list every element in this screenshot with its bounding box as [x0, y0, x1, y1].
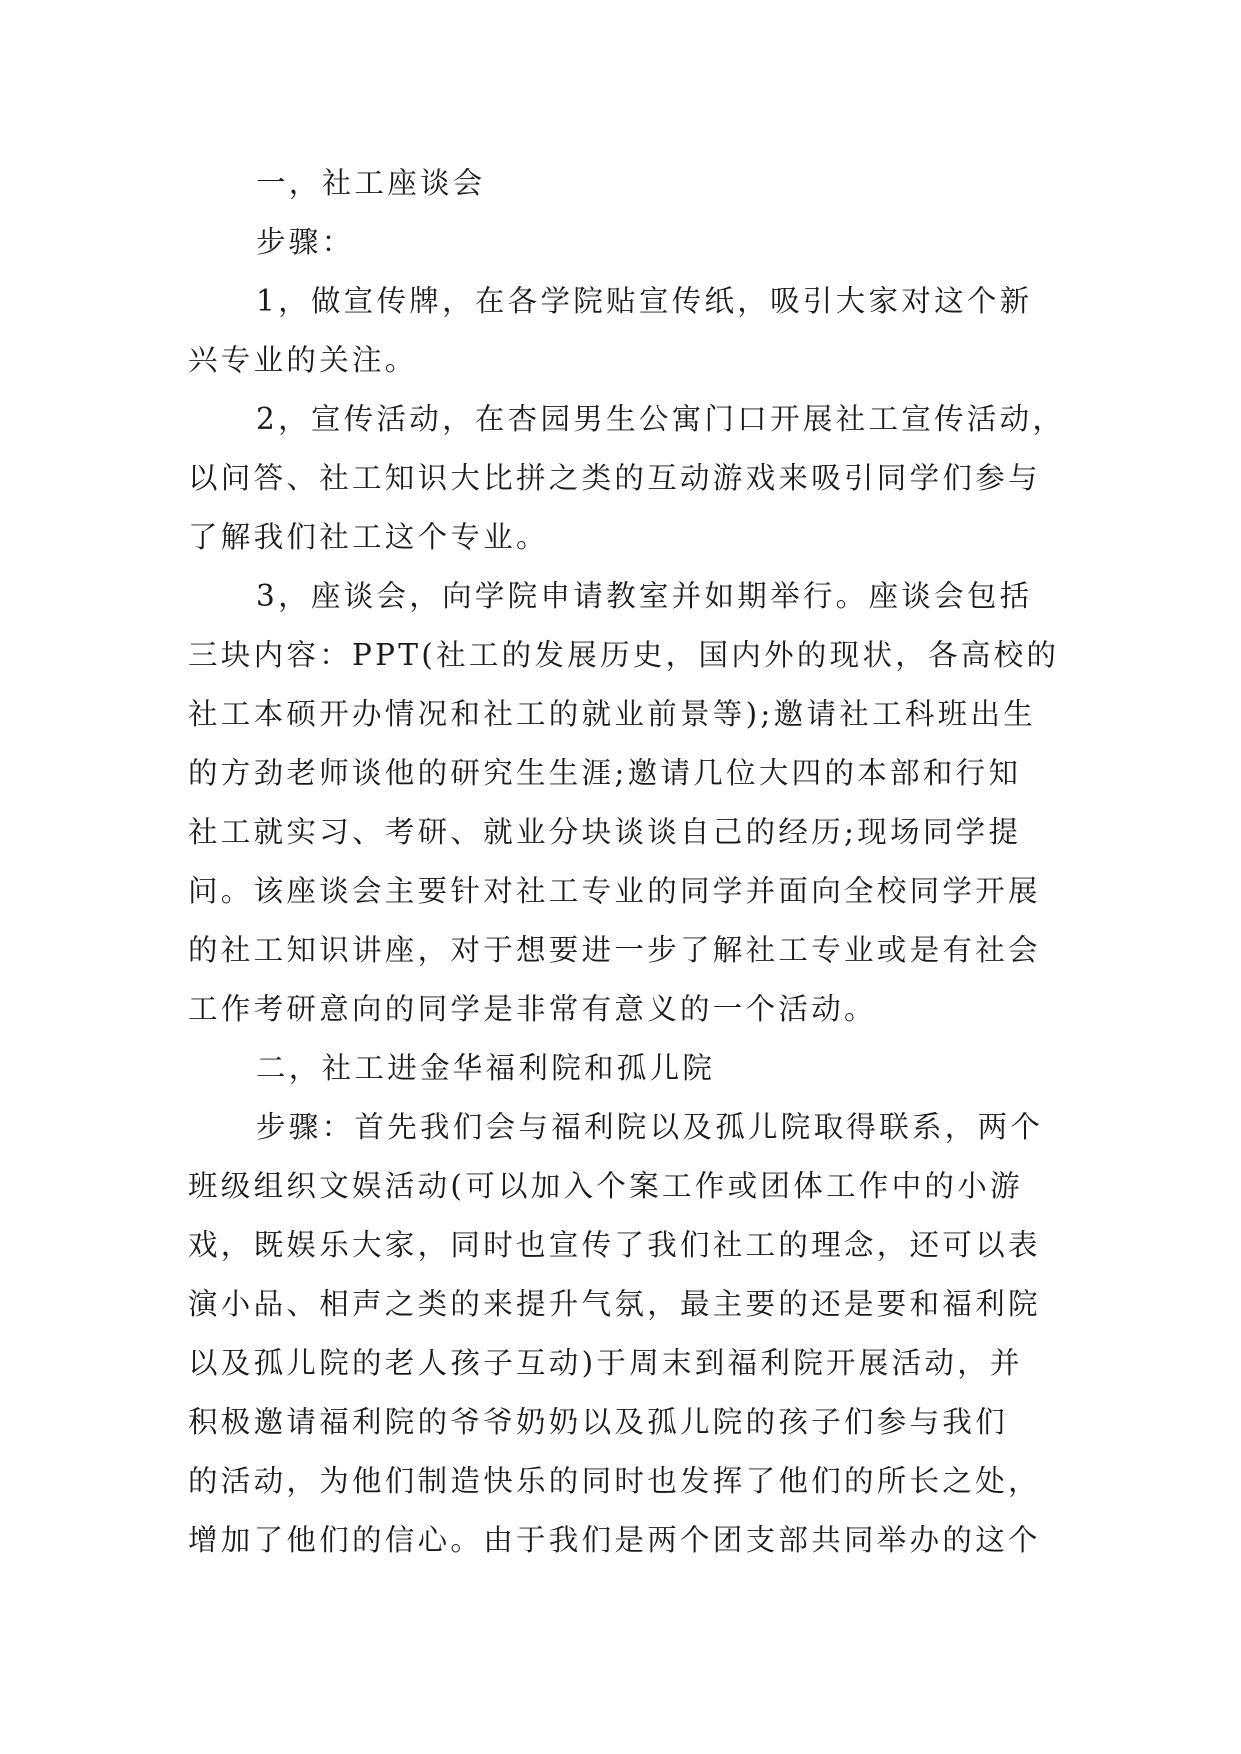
document-body	[188, 154, 1066, 1570]
paragraph-line: 三块内容：PPT(社工的发展历史，国内外的现状，各高校的	[188, 638, 1060, 672]
paragraph-line: 以及孤儿院的老人孩子互动)于周末到福利院开展活动，并	[188, 1346, 1023, 1380]
paragraph-line: 2，宣传活动，在杏园男生公寓门口开展社工宣传活动，	[256, 402, 1066, 436]
paragraph-line: 3，座谈会，向学院申请教室并如期举行。座谈会包括	[256, 579, 1033, 613]
paragraph-line: 步骤：首先我们会与福利院以及孤儿院取得联系，两个	[256, 1110, 1044, 1144]
paragraph-line: 工作考研意向的同学是非常有意义的一个活动。	[188, 992, 877, 1026]
paragraph-line: 1，做宣传牌，在各学院贴宣传纸，吸引大家对这个新	[256, 284, 1033, 318]
steps-label-1: 步骤：	[256, 225, 355, 259]
paragraph-line: 问。该座谈会主要针对社工专业的同学并面向全校同学开展	[188, 874, 1041, 908]
paragraph-line: 的社工知识讲座，对于想要进一步了解社工专业或是有社会	[188, 933, 1041, 967]
paragraph-line: 以问答、社工知识大比拼之类的互动游戏来吸引同学们参与	[188, 461, 1041, 495]
paragraph-line: 班级组织文娱活动(可以加入个案工作或团体工作中的小游	[188, 1169, 1023, 1203]
section-heading-2: 二，社工进金华福利院和孤儿院	[256, 1051, 716, 1085]
section-heading-1: 一，社工座谈会	[256, 166, 486, 200]
paragraph-line: 增加了他们的信心。由于我们是两个团支部共同举办的这个	[188, 1523, 1041, 1557]
paragraph-line: 兴专业的关注。	[188, 343, 418, 377]
paragraph-line: 的方劲老师谈他的研究生生涯;邀请几位大四的本部和行知	[188, 756, 1022, 790]
paragraph-line: 社工就实习、考研、就业分块谈谈自己的经历;现场同学提	[188, 815, 1022, 849]
paragraph-line: 积极邀请福利院的爷爷奶奶以及孤儿院的孩子们参与我们	[188, 1405, 1009, 1439]
paragraph-line: 社工本硕开办情况和社工的就业前景等);邀请社工科班出生	[188, 697, 1037, 731]
paragraph-line: 了解我们社工这个专业。	[188, 520, 549, 554]
paragraph-line: 戏，既娱乐大家，同时也宣传了我们社工的理念，还可以表	[188, 1228, 1041, 1262]
paragraph-line: 的活动，为他们制造快乐的同时也发挥了他们的所长之处，	[188, 1464, 1041, 1498]
paragraph-line: 演小品、相声之类的来提升气氛，最主要的还是要和福利院	[188, 1287, 1041, 1321]
